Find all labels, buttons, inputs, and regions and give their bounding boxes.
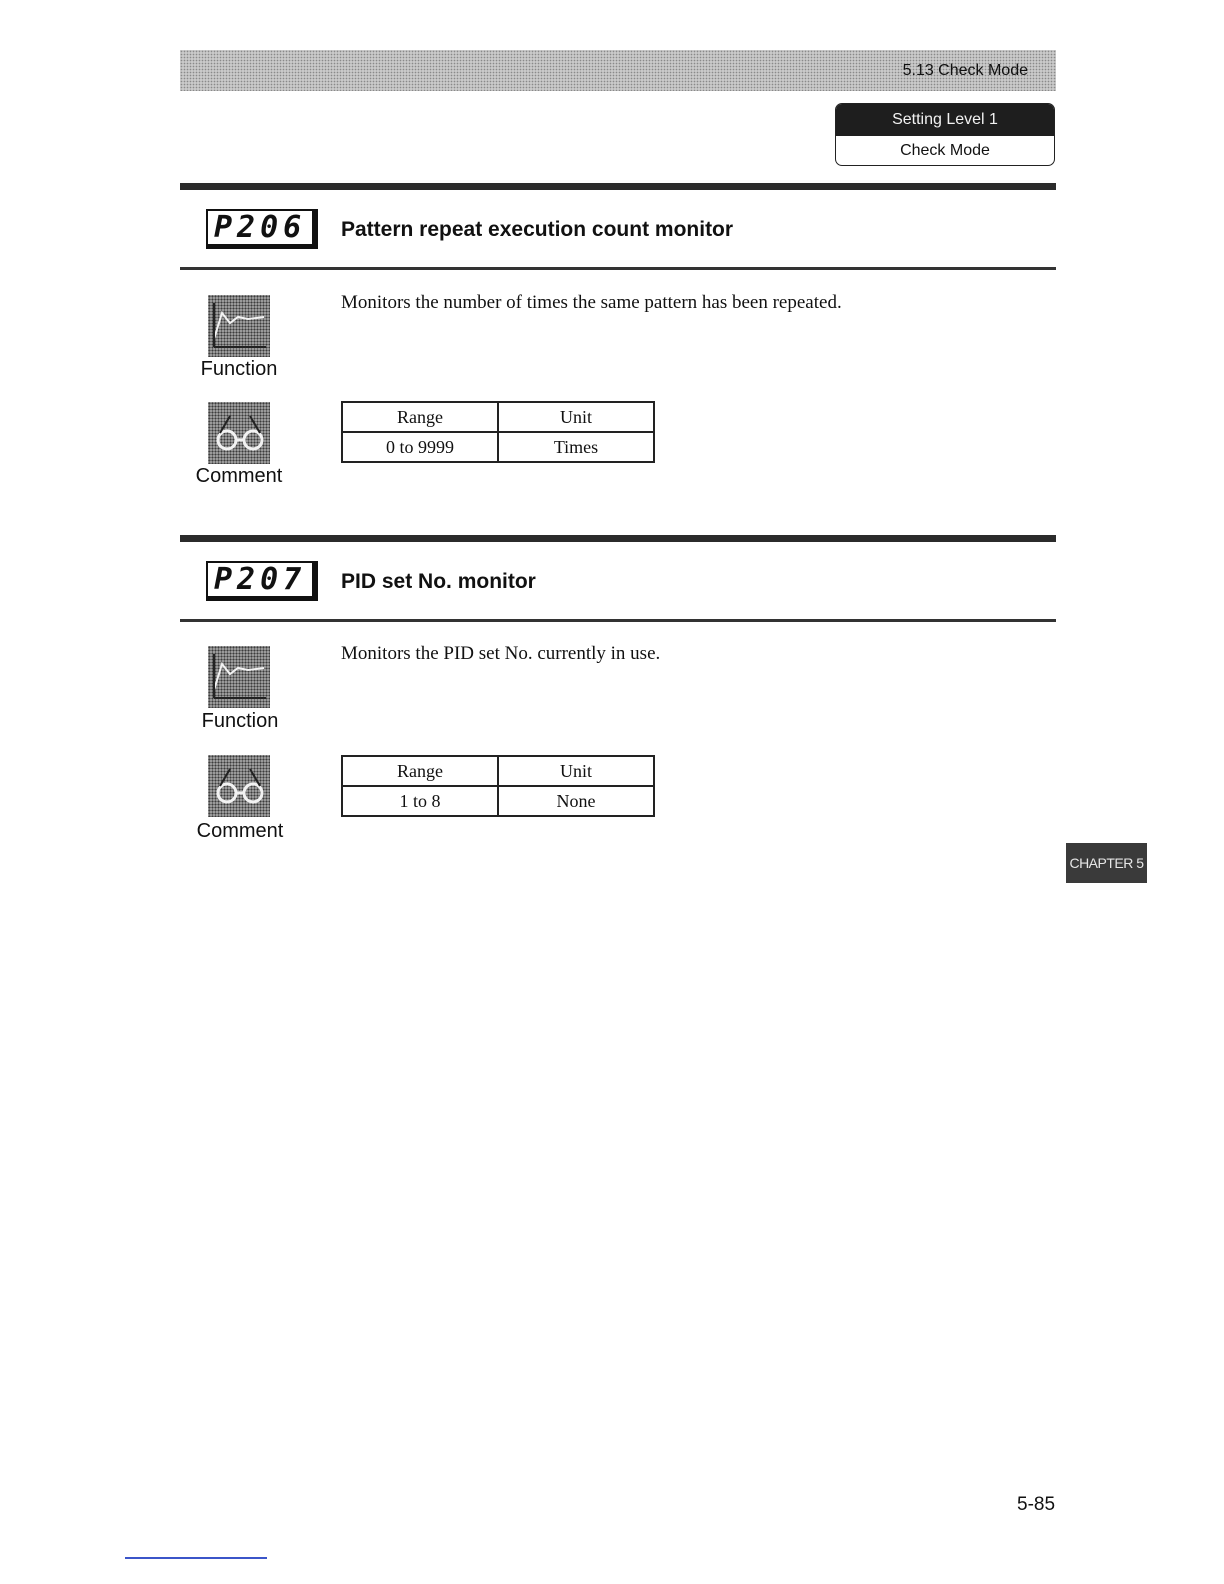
function-label: Function [201, 710, 279, 732]
table-header-range: Range [342, 756, 498, 786]
parameter-code-display: P207 [206, 561, 318, 601]
table-header-range: Range [342, 402, 498, 432]
trend-graph-icon [208, 646, 270, 708]
parameter-title: PID set No. monitor [341, 570, 536, 593]
mode-label: Check Mode [900, 142, 990, 159]
page-number: 5-85 [1017, 1494, 1056, 1515]
parameter-title: Pattern repeat execution count monitor [341, 218, 734, 241]
parameter-code-display: P206 [206, 209, 318, 249]
function-label: Function [200, 358, 278, 380]
table-row [342, 432, 654, 462]
section-divider-thin [180, 619, 1056, 622]
footer-rule [125, 1557, 267, 1559]
table-header-unit: Unit [498, 756, 654, 786]
table-row [342, 786, 654, 816]
spec-table [341, 401, 655, 463]
section-divider-thick [180, 535, 1056, 542]
table-cell-unit: None [498, 786, 654, 816]
table-header-unit: Unit [498, 402, 654, 432]
parameter-description: Monitors the PID set No. currently in use. [341, 643, 661, 664]
chapter-tab: CHAPTER 5 [1066, 843, 1147, 883]
setting-level-label: Setting Level 1 [836, 104, 1054, 136]
table-cell-unit: Times [498, 432, 654, 462]
glasses-icon [208, 402, 270, 464]
trend-graph-icon [208, 295, 270, 357]
table-cell-range: 0 to 9999 [342, 432, 498, 462]
comment-label: Comment [196, 820, 284, 842]
glasses-icon [208, 755, 270, 817]
setting-level-box [835, 103, 1055, 166]
section-divider-thin [180, 267, 1056, 270]
section-divider-thick [180, 183, 1056, 190]
table-cell-range: 1 to 8 [342, 786, 498, 816]
table-header-row [342, 402, 654, 432]
section-header-band [180, 50, 1056, 91]
table-header-row [342, 756, 654, 786]
spec-table [341, 755, 655, 817]
parameter-description: Monitors the number of times the same pattern has been repeated. [341, 292, 842, 313]
comment-label: Comment [195, 465, 283, 487]
section-title: 5.13 Check Mode [902, 62, 1028, 79]
